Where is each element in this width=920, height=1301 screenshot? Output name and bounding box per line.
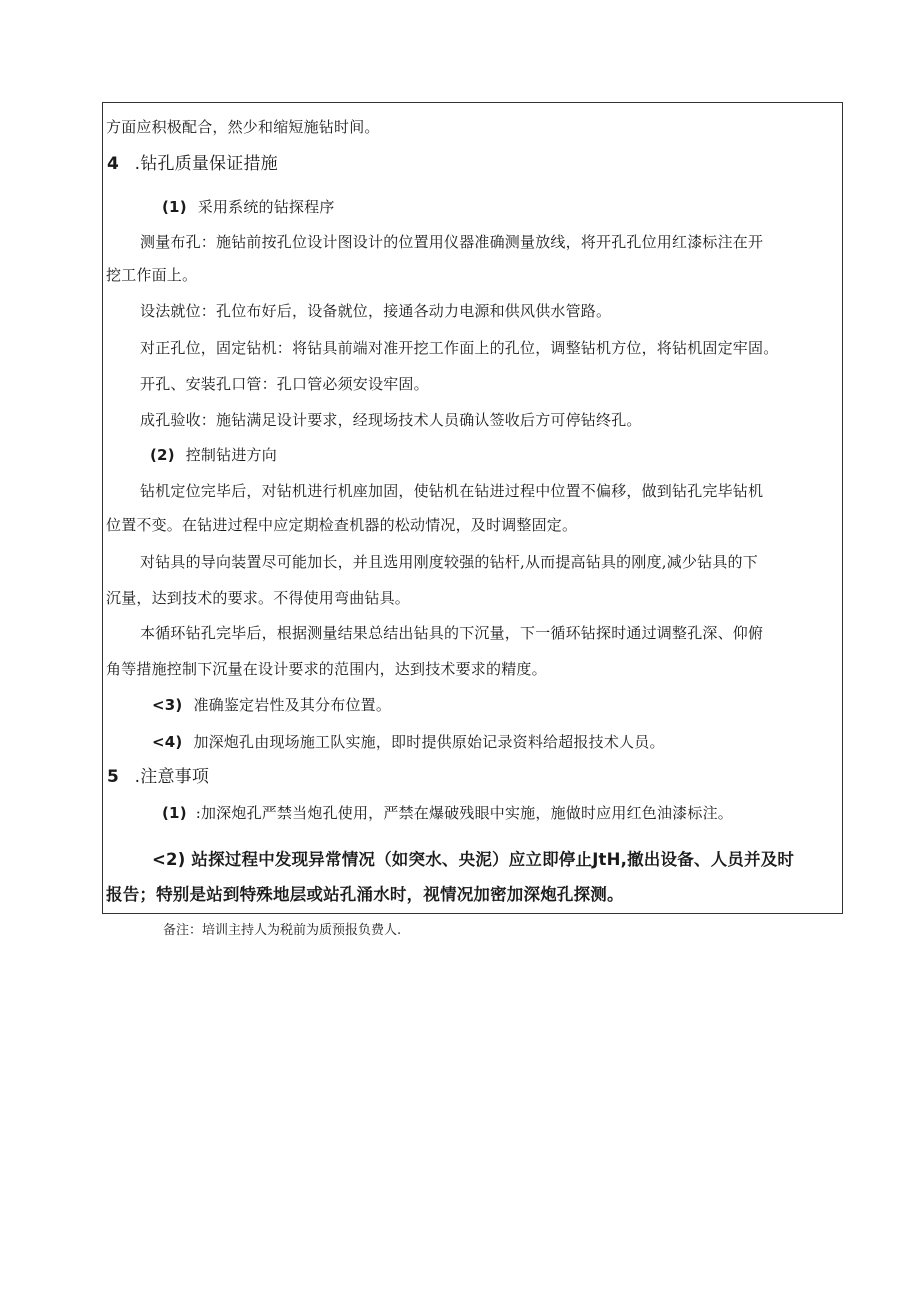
subsection-number: <4) [152, 733, 183, 751]
text-line: 本循环钻孔完毕后，根据测量结果总结出钻具的下沉量，下一循环钻探时通过调整孔深、仰俯 [140, 624, 764, 642]
footnote: 备注：培训主持人为税前为质预报负费人. [163, 923, 402, 938]
text-line: 沉量，达到技术的要求。不得使用弯曲钻具。 [106, 589, 411, 607]
section-title: .注意事项 [134, 767, 210, 787]
text-line: 钻机定位完毕后，对钻机进行机座加固，使钻机在钻进过程中位置不偏移，做到钻孔完毕钻机 [140, 482, 764, 500]
subsection-number: (1) [162, 198, 187, 216]
subsection-title: 加深炮孔由现场施工队实施，即时提供原始记录资料给超报技术人员。 [193, 733, 665, 751]
content-table-cell [102, 102, 843, 914]
subsection-3 [152, 695, 391, 715]
notice-text: :加深炮孔严禁当炮孔使用，严禁在爆破残眼中实施，施做时应用红色油漆标注。 [195, 804, 733, 822]
section-heading-4 [107, 154, 278, 174]
text-line: 位置不变。在钻进过程中应定期检查机器的松动情况，及时调整固定。 [106, 516, 578, 534]
notice-item-2-line-2: 报告；特别是站到特殊地层或站孔涌水时，视情况加密加深炮孔探测。 [106, 885, 624, 904]
subsection-2 [150, 445, 277, 465]
text-line: 设法就位：孔位布好后，设备就位，接通各动力电源和供风供水管路。 [140, 302, 612, 320]
subsection-title: 准确鉴定岩性及其分布位置。 [193, 696, 392, 714]
section-heading-5 [107, 767, 209, 787]
text-line: 开孔、安装孔口管：孔口管必须安设牢固。 [140, 375, 429, 393]
text-line: 对钻具的导向装置尽可能加长，并且选用刚度较强的钻杆,从而提高钻具的刚度,减少钻具的下 [140, 553, 758, 571]
text-line: 方面应积极配合，然少和缩短施钻时间。 [106, 118, 380, 136]
subsection-title: 采用系统的钻探程序 [197, 198, 335, 216]
notice-item-2-line-1: <2) 站探过程中发现异常情况（如突水、央泥）应立即停止JtH,撤出设备、人员并及时 [152, 850, 795, 869]
subsection-number: <3) [152, 696, 183, 714]
notice-item-1 [162, 803, 733, 823]
subsection-number: (2) [150, 446, 175, 464]
section-number: 4 [107, 154, 120, 174]
text-line: 挖工作面上。 [106, 266, 198, 284]
text-line: 成孔验收：施钻满足设计要求，经现场技术人员确认签收后方可停钻终孔。 [140, 411, 642, 429]
section-number: 5 [107, 767, 120, 787]
subsection-title: 控制钻进方向 [185, 446, 277, 464]
text-line: 对正孔位，固定钻机：将钻具前端对准开挖工作面上的孔位，调整钻机方位，将钻机固定牢固。 [140, 339, 779, 357]
subsection-1 [162, 197, 335, 217]
subsection-4 [152, 732, 665, 752]
notice-number: (1) [162, 804, 187, 822]
text-line: 角等措施控制下沉量在设计要求的范围内，达到技术要求的精度。 [106, 660, 547, 678]
section-title: .钻孔质量保证措施 [134, 154, 278, 174]
text-line: 测量布孔：施钻前按孔位设计图设计的位置用仪器准确测量放线，将开孔孔位用红漆标注在开 [140, 233, 764, 251]
